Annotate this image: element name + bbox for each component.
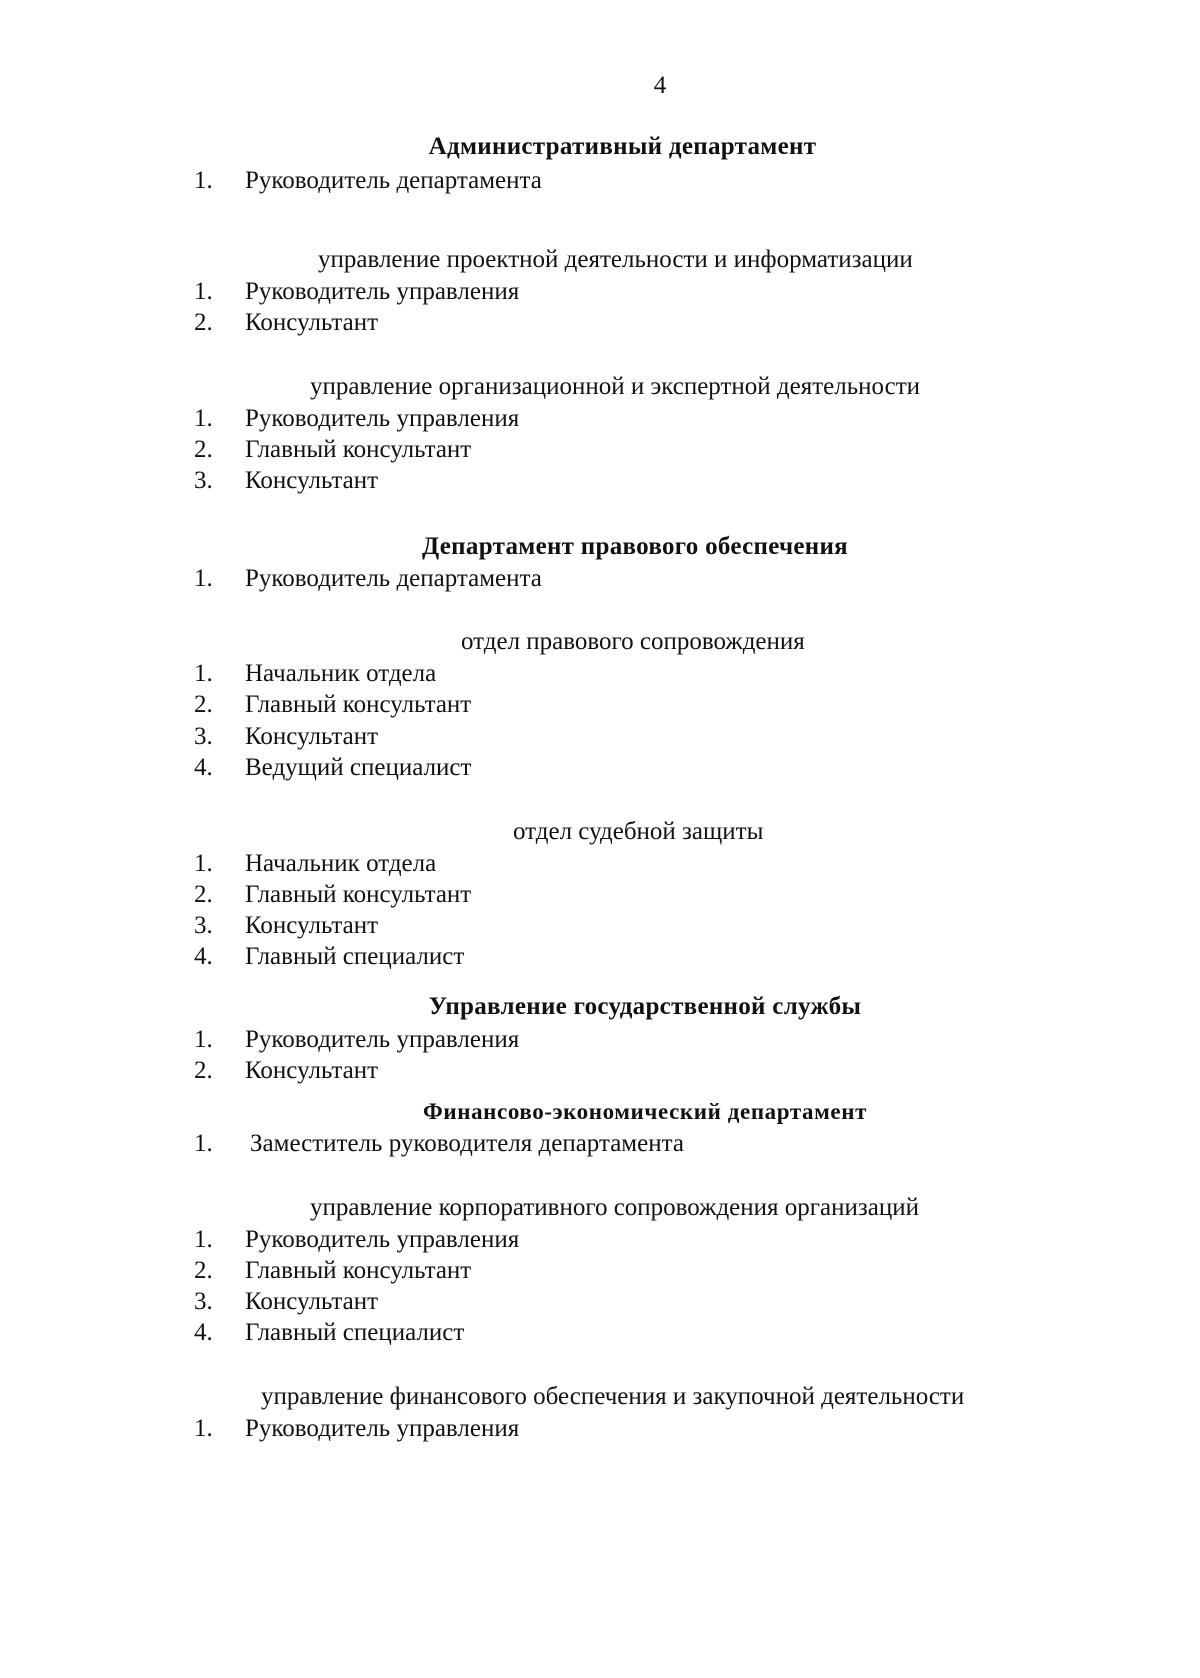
item-number: 2.	[194, 691, 213, 718]
item-text: Начальник отдела	[245, 660, 437, 687]
item-number: 1.	[194, 1226, 213, 1253]
item-text: Консультант	[245, 1288, 379, 1315]
item-text: Главный специалист	[245, 1319, 465, 1346]
item-text: Руководитель управления	[245, 1415, 520, 1442]
item-text: Консультант	[245, 467, 379, 494]
item-text: Консультант	[245, 723, 379, 750]
item-text: Главный консультант	[245, 1257, 472, 1284]
item-text: Главный специалист	[245, 943, 465, 970]
page-number: 4	[653, 72, 667, 99]
item-text: Руководитель управления	[245, 405, 520, 432]
item-text: Начальник отдела	[245, 850, 437, 877]
subsection-title: управление организационной и экспертной деятельности	[310, 373, 921, 400]
item-number: 1.	[194, 405, 213, 432]
item-number: 4.	[194, 1319, 213, 1346]
item-text: Консультант	[245, 309, 379, 336]
item-number: 1.	[194, 1026, 213, 1053]
section-title: Департамент правового обеспечения	[421, 533, 849, 560]
section-title: Управление государственной службы	[428, 993, 862, 1020]
item-number: 2.	[194, 309, 213, 336]
item-text: Главный консультант	[245, 436, 472, 463]
item-number: 2.	[194, 1057, 213, 1084]
item-number: 3.	[194, 912, 213, 939]
item-number: 2.	[194, 436, 213, 463]
item-text: Консультант	[245, 912, 379, 939]
item-text: Руководитель управления	[245, 1026, 520, 1053]
item-number: 1.	[194, 1415, 213, 1442]
subsection-title: отдел правового сопровождения	[461, 628, 805, 655]
item-text: Главный консультант	[245, 691, 472, 718]
item-number: 1.	[194, 660, 213, 687]
section-title: Административный департамент	[428, 133, 817, 160]
item-text: Руководитель управления	[245, 278, 520, 305]
item-text: Заместитель руководителя департамента	[250, 1130, 684, 1157]
subsection-title: управление корпоративного сопровождения организаций	[310, 1194, 919, 1221]
subsection-title: отдел судебной защиты	[513, 818, 764, 845]
item-number: 1.	[194, 850, 213, 877]
item-number: 4.	[194, 943, 213, 970]
item-text: Ведущий специалист	[245, 754, 472, 781]
item-number: 2.	[194, 881, 213, 908]
item-text: Главный консультант	[245, 881, 472, 908]
item-number: 3.	[194, 467, 213, 494]
section-title: Финансово-экономический департамент	[423, 1099, 867, 1124]
item-number: 1.	[194, 167, 213, 194]
subsection-title: управление финансового обеспечения и закупочной деятельности	[261, 1383, 965, 1410]
item-number: 3.	[194, 723, 213, 750]
item-number: 1.	[194, 278, 213, 305]
item-text: Консультант	[245, 1057, 379, 1084]
item-number: 1.	[194, 1130, 213, 1157]
item-number: 4.	[194, 754, 213, 781]
item-number: 2.	[194, 1257, 213, 1284]
item-text: Руководитель департамента	[245, 565, 542, 592]
subsection-title: управление проектной деятельности и информатизации	[318, 246, 913, 273]
item-text: Руководитель департамента	[245, 167, 542, 194]
item-text: Руководитель управления	[245, 1226, 520, 1253]
item-number: 3.	[194, 1288, 213, 1315]
item-number: 1.	[194, 565, 213, 592]
